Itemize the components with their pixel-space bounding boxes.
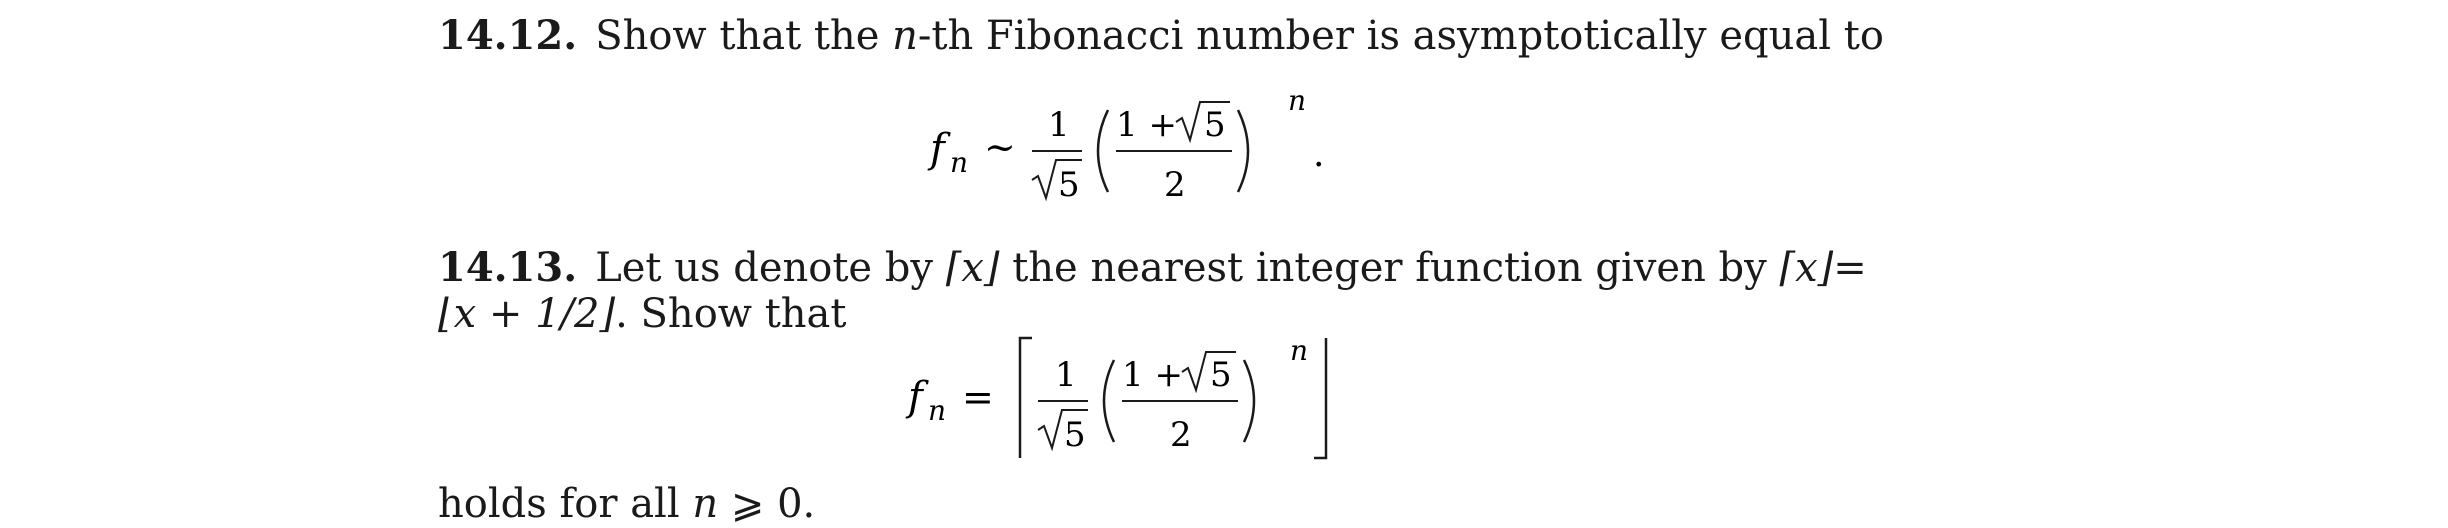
problem-14-13-statement-line1	[438, 244, 1867, 292]
nearest-int-bracket-2: ⌈x⌋	[1779, 245, 1834, 291]
eq2-relation: =	[962, 375, 994, 419]
equation-asymptotic-svg	[920, 80, 1340, 220]
eq2-right-bracket	[1314, 338, 1326, 458]
eq2-frac2-den: 2	[1170, 415, 1192, 455]
eq2-left-bracket	[1020, 338, 1032, 458]
equation-exact	[900, 330, 1360, 474]
statement-text: ⩾ 0.	[718, 481, 816, 527]
statement-text: -th Fibonacci number is asymptotically equal to	[917, 13, 1884, 59]
eq-left-paren	[1098, 110, 1108, 192]
eq-sqrt-radicand: 5	[1058, 165, 1080, 205]
eq-lhs-f: f	[930, 126, 945, 172]
eq-lhs-sub: n	[950, 146, 969, 179]
eq-exponent: n	[1288, 84, 1307, 117]
eq2-frac2-sqrt-radicand: 5	[1210, 355, 1232, 395]
problem-number: 14.12.	[438, 12, 578, 59]
eq-right-paren	[1238, 110, 1248, 192]
statement-text: Let us denote by	[595, 245, 946, 291]
problem-14-12-statement	[438, 12, 1884, 60]
eq2-frac2-num: 1 +	[1122, 355, 1183, 395]
eq2-left-paren	[1104, 360, 1114, 442]
eq-trailing-period: .	[1313, 134, 1325, 175]
floor-expression: ⌊x + 1/2⌋	[438, 291, 616, 337]
statement-text: the nearest integer function given by	[999, 245, 1780, 291]
nearest-int-bracket: ⌈x⌋	[945, 245, 1000, 291]
eq2-frac1-num: 1	[1055, 355, 1077, 395]
statement-text: . Show that	[615, 291, 847, 337]
eq-relation: ~	[984, 125, 1016, 169]
eq2-lhs-sub: n	[928, 394, 947, 427]
eq2-lhs-f: f	[908, 374, 923, 420]
equation-asymptotic	[920, 80, 1340, 224]
problem-number: 14.13.	[438, 244, 578, 291]
math-var-n: n	[892, 13, 918, 59]
problem-14-13-closing	[438, 480, 1808, 528]
equation-exact-svg	[900, 330, 1360, 470]
eq2-exponent: n	[1290, 334, 1309, 367]
math-var-n: n	[692, 481, 719, 527]
eq-frac2-sqrt-radicand: 5	[1204, 105, 1226, 145]
line1-left	[438, 244, 1833, 292]
eq2-sqrt-radicand: 5	[1064, 415, 1086, 455]
line1-equals: =	[1833, 245, 1867, 291]
statement-text: Show that the	[595, 13, 893, 59]
statement-text: holds for all	[438, 481, 693, 527]
eq-frac2-den: 2	[1164, 165, 1186, 205]
eq-frac2-num: 1 +	[1116, 105, 1177, 145]
eq2-right-paren	[1244, 360, 1254, 442]
eq-frac1-num: 1	[1048, 105, 1070, 145]
